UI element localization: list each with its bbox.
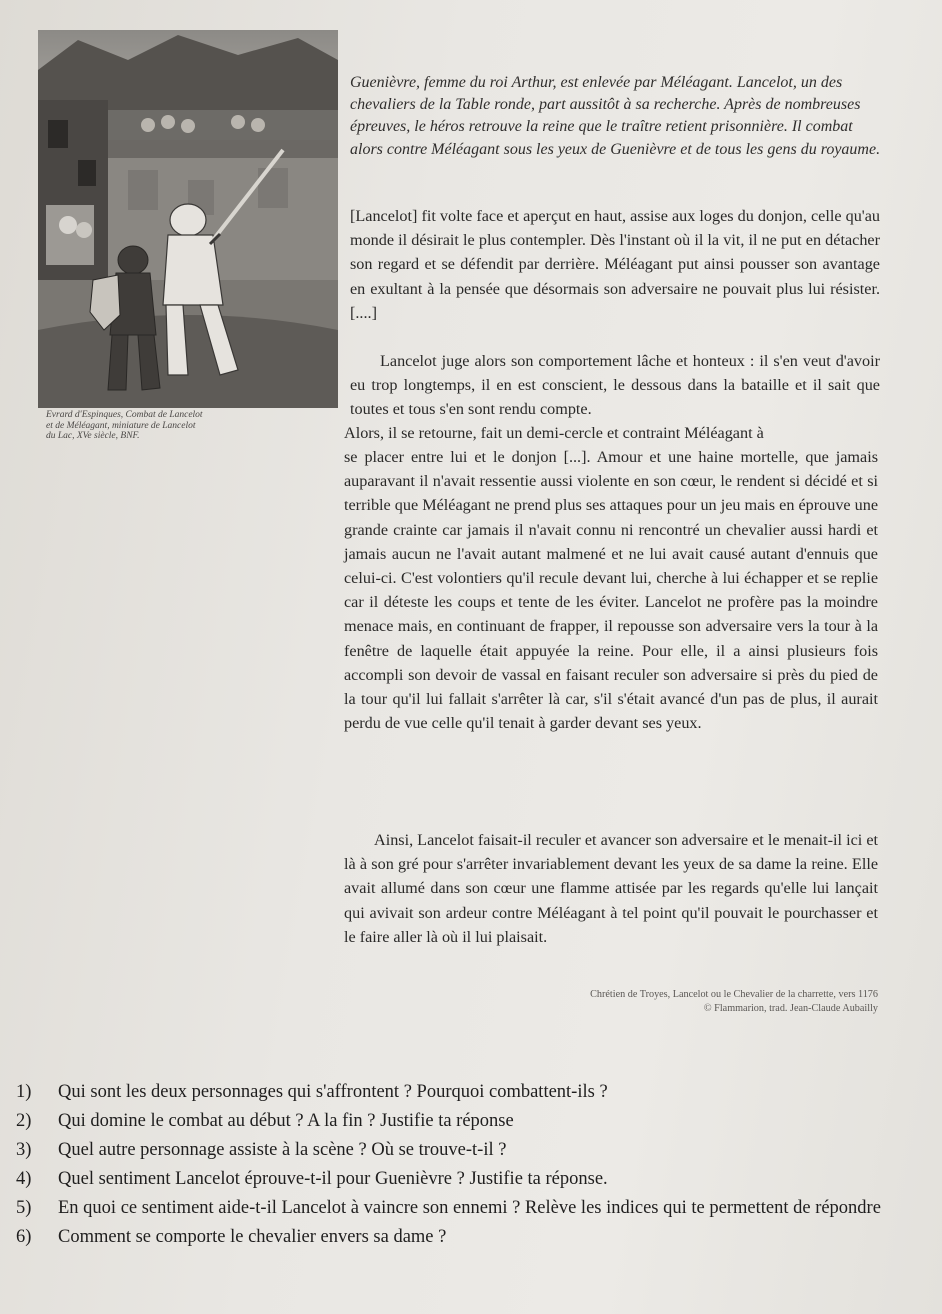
miniature-image xyxy=(38,30,338,408)
text-paragraph-2: Lancelot juge alors son comportement lâche et honteux : il s'en veut d'avoir eu trop longtemps, il en est conscient, le dessous dans la bataille et il sait que toutes et tous s'en sont rendu compte. xyxy=(350,352,880,419)
question-text: Quel autre personnage assiste à la scène ? Où se trouve-t-il ? xyxy=(58,1140,507,1160)
question-number: 4) xyxy=(16,1169,32,1189)
question-5 xyxy=(16,1194,916,1223)
question-number: 2) xyxy=(16,1111,32,1131)
caption-line-2: et de Méléagant, miniature de Lancelot xyxy=(46,420,196,431)
question-text: Qui domine le combat au début ? A la fin ? Justifie ta réponse xyxy=(58,1111,514,1131)
text-paragraph-3-line-1: Alors, il se retourne, fait un demi-cercle et contraint Méléagant à xyxy=(344,424,764,442)
question-text: Comment se comporte le chevalier envers sa dame ? xyxy=(58,1227,447,1247)
question-number: 3) xyxy=(16,1140,32,1160)
question-4 xyxy=(16,1165,916,1194)
caption-line-1: Evrard d'Espinques, Combat de Lancelot xyxy=(46,410,203,420)
text-paragraph-3: se placer entre lui et le donjon [...]. Amour et une haine mortelle, que jamais auparavant il n'avait ressentie aussi violente en son cœur, le rendent si décidé et si terrible que Méléagant ne prend plus ses attaques pour un jeu mais en éprouve une grande crainte car jamais il n'avait connu ni rencontré un chevalier aussi hardi et jamais aucun ne l'avait autant malmené et ne lui avait causé autant d'ennuis que celui-ci. C'est volontiers qu'il recule devant lui, cherche à lui échapper et se replie car il déteste les coups et tente de les éviter. Lancelot ne profère pas la moindre menace mais, en continuant de frapper, il repousse son adversaire vers la tour à la fenêtre de laquelle était appuyée la reine. Pour elle, il a ainsi plusieurs fois accompli son devoir de vassal en faisant reculer son adversaire si près du pied de la tour qu'il lui fallait s'arrêter là car, s'il s'était avancé d'un pas de plus, il aurait perdu de vue celle qu'il tenait à garder devant ses yeux. xyxy=(344,448,879,733)
question-text: Qui sont les deux personnages qui s'affrontent ? Pourquoi combattent-ils ? xyxy=(58,1082,608,1102)
text-paragraph-1: [Lancelot] fit volte face et aperçut en haut, assise aux loges du donjon, celle qu'au monde il désirait le plus contempler. Dès l'instant où il la vit, il ne put en détacher son regard et se défendit par derrière. Méléagant put ainsi pousser son avantage en exultant à la pensée que désormais son adversaire ne pouvait plus lui résister. [....] xyxy=(350,207,880,322)
question-text: En quoi ce sentiment aide-t-il Lancelot à vaincre son ennemi ? Relève les indices qui te permettent de répondre xyxy=(58,1198,881,1218)
question-text: Quel sentiment Lancelot éprouve-t-il pour Guenièvre ? Justifie ta réponse. xyxy=(58,1169,608,1189)
caption-line-3: du Lac, XVe siècle, BNF. xyxy=(46,431,140,441)
questions-list xyxy=(16,1078,916,1252)
question-number: 5) xyxy=(16,1198,32,1218)
question-number: 1) xyxy=(16,1082,32,1102)
source-reference xyxy=(560,988,878,1016)
miniature-illustration xyxy=(38,30,338,408)
text-paragraph-4: Ainsi, Lancelot faisait-il reculer et avancer son adversaire et le menait-il ici et là à son gré pour s'arrêter invariablement devant les yeux de sa dame la reine. Elle avait allumé dans son cœur une flamme attisée par les regards qu'elle lui lançait qui avivait son ardeur contre Méléagant à tel point qu'il pouvait le pourchasser et le faire aller là où il lui plaisait. xyxy=(344,831,878,946)
question-6 xyxy=(16,1223,916,1252)
question-2 xyxy=(16,1107,916,1136)
question-number: 6) xyxy=(16,1227,32,1247)
question-3 xyxy=(16,1136,916,1165)
question-1 xyxy=(16,1078,916,1107)
source-line-2: © Flammarion, trad. Jean-Claude Aubailly xyxy=(703,1003,878,1014)
intro-paragraph: Guenièvre, femme du roi Arthur, est enlevée par Méléagant. Lancelot, un des chevaliers de la Table ronde, part aussitôt à sa recherche. Après de nombreuses épreuves, le héros retrouve la reine que le traître retient prisonnière. Il combat alors contre Méléagant sous les yeux de Guenièvre et de tous les gens du royaume. xyxy=(350,74,881,158)
source-line-1: Chrétien de Troyes, Lancelot ou le Chevalier de la charrette, vers 1176 xyxy=(590,989,878,1000)
illustration-caption xyxy=(46,410,346,442)
